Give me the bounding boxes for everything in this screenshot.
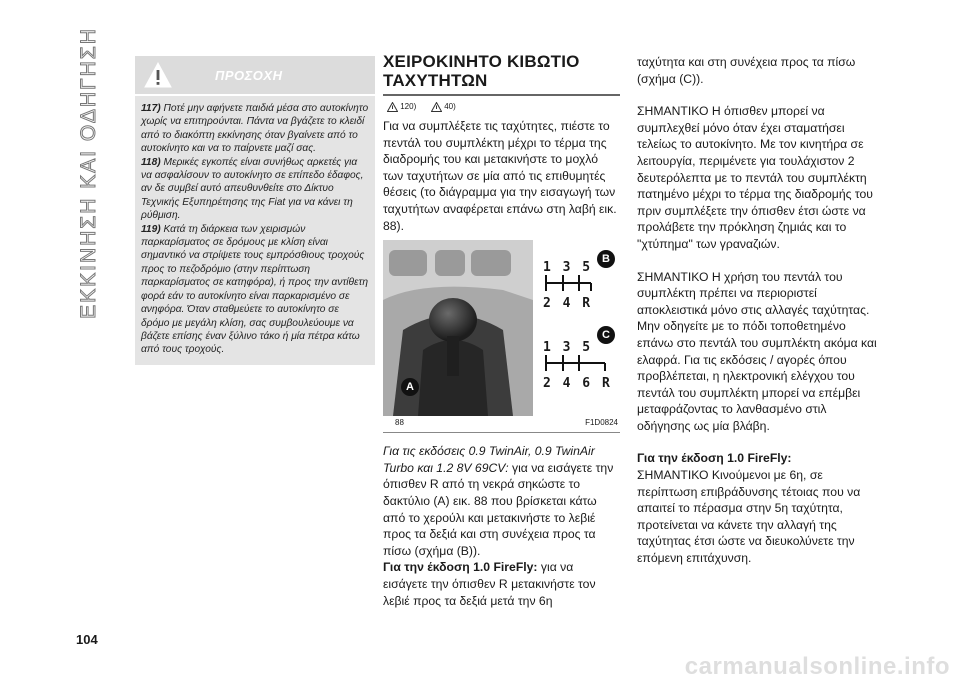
firefly-paragraph: Για την έκδοση 1.0 FireFly: για να εισάγετε την όπισθεν R μετακινήστε τον λεβιέ προς τα δεξιά μετά την 6η bbox=[383, 560, 596, 608]
warning-ref-icon bbox=[387, 102, 398, 112]
twinair-paragraph: Για τις εκδόσεις 0.9 TwinAir, 0.9 TwinAir Turbo και 1.2 8V 69CV: για να εισάγετε την όπισθεν R από τη νεκρά σηκώστε το δακτύλιο (A) εικ. 88 που βρίσκεται κάτω από το χερούλι και μετακινήστε το λεβιέ προς τα δεξιά και στη συνέχεια προς τα πίσω (σχήμα (B)). bbox=[383, 444, 614, 558]
label-a-badge: A bbox=[401, 378, 419, 396]
col3-paragraph-reverse: ΣΗΜΑΝΤΙΚΟ Η όπισθεν μπορεί να συμπλεχθεί μόνο όταν έχει σταματήσει τελείως το αυτοκίνητο. Με τον κινητήρα σε λειτουργία, περιμένετε για τουλάχιστον 2 δευτερόλεπτα με το πεντάλ του συμπλέκτη πατημένο μέχρι το τέρμα της διαδρομής του πριν συμπλέξετε την όπισθεν έτσι ώστε να προλάβετε την πρόκληση ζημιάς και το "χτύπημα" των γραναζιών. bbox=[637, 104, 873, 251]
warning-header bbox=[135, 56, 375, 96]
label-c-badge: C bbox=[597, 326, 615, 344]
warning-title: ΠΡΟΣΟΧΗ bbox=[215, 68, 283, 83]
gearbox-section bbox=[383, 52, 620, 609]
pattern-c-bottom: 2 4 6 R bbox=[543, 376, 612, 392]
shift-pattern-b bbox=[543, 260, 593, 311]
shift-pattern-c bbox=[543, 340, 613, 391]
section-heading: ΧΕΙΡΟΚΙΝΗΤΟ ΚΙΒΩΤΙΟ ΤΑΧΥΤΗΤΩΝ bbox=[383, 52, 580, 90]
warning-item: 119) Κατά τη διάρκεια των χειρισμών παρκαρίσματος σε δρόμους με κλίση είναι σημαντικό να στρίψετε τους εμπρόσθιους τροχούς προς το πεζοδρόμιο (στην περίπτωση παρκαρίσματος σε κατηφόρα), ή προς την αντίθετη φορά εάν το αυτοκίνητο είναι παρκαρισμένο σε ανηφόρα. Όταν σταθμεύετε το αυτοκίνητο σε δρόμο με μεγάλη κλίση, σας συμβουλεύουμε να βάζετε επίσης έναν ξύλινο τάκο ή μία πέτρα κάτω από τους τροχούς. bbox=[141, 223, 368, 356]
figure-number: 88 bbox=[395, 418, 404, 428]
figure-code: F1D0824 bbox=[585, 418, 618, 428]
pattern-b-gate bbox=[543, 275, 597, 291]
pattern-b-bottom: 2 4 R bbox=[543, 296, 593, 312]
label-b-badge: B bbox=[597, 250, 615, 268]
col3-paragraph-1: ταχύτητα και στη συνέχεια προς τα πίσω (σχήμα (C)). bbox=[637, 55, 856, 86]
warning-box bbox=[135, 56, 375, 426]
caution-ref: 40) bbox=[431, 102, 456, 112]
heading-rule bbox=[383, 94, 620, 96]
pattern-c-gate bbox=[543, 355, 609, 371]
figure-88-gear-lever bbox=[383, 240, 621, 416]
pattern-b-top: 1 3 5 bbox=[543, 260, 593, 276]
page-number: 104 bbox=[76, 632, 98, 647]
watermark: carmanualsonline.info bbox=[684, 653, 950, 680]
warning-item: 117) Ποτέ μην αφήνετε παιδιά μέσα στο αυτοκίνητο χωρίς να επιτηρούνται. Πάντα να βγάζετε το κλειδί από το διακόπτη εκκίνησης όταν βγαίνετε από το αυτοκίνητο και να το παίρνετε μαζί σας. bbox=[141, 103, 369, 155]
warning-body bbox=[135, 96, 375, 365]
col3-paragraph-firefly: Για την έκδοση 1.0 FireFly: ΣΗΜΑΝΤΙΚΟ Κινούμενοι με 6η, σε περίπτωση επιβράδυνσης τέτοιας που να απαιτεί το πέρασμα στην 5η ταχύτητα, προτείνεται να κάνετε την αλλαγή της ταχύτητας έτσι ώστε να διευκολύνετε την επόμενη επιτάχυνση. bbox=[637, 451, 861, 566]
warning-triangle-icon bbox=[143, 61, 173, 89]
pattern-c-top: 1 3 5 bbox=[543, 340, 593, 356]
reference-marks bbox=[383, 102, 620, 118]
col3-paragraph-clutch: ΣΗΜΑΝΤΙΚΟ Η χρήση του πεντάλ του συμπλέκτη πρέπει να περιοριστεί αποκλειστικά μόνο στις αλλαγές ταχύτητας. Μην οδηγείτε με το πόδι τοποθετημένο επάνω στο πεντάλ του συμπλέκτη ακόμα και ελαφρά. Για τις εκδόσεις / αγορές όπου προβλέπεται, η ηλεκτρονική ελέγχου του πεντάλ του συμπλέκτη μπορεί να επέμβει μεταφράζοντας το λανθασμένο στιλ οδήγησης ως μία βλάβη. bbox=[637, 269, 877, 433]
warning-ref: 120) bbox=[387, 102, 416, 112]
intro-paragraph: Για να συμπλέξετε τις ταχύτητες, πιέστε το πεντάλ του συμπλέκτη μέχρι το τέρμα της διαδρομής του και μετακινήστε το μοχλό των ταχυτήτων σε μία από τις επιθυμητές θέσεις (το διάγραμμα για την εισαγωγή των ταχυτήτων αναφέρεται επάνω στη λαβή εικ. 88). bbox=[383, 119, 617, 233]
right-column bbox=[637, 54, 882, 583]
warning-item: 118) Μερικές εγκοπές είναι συνήθως αρκετές για να ασφαλίσουν το αυτοκίνητο σε επίπεδο έδαφος, αν δε συμβεί αυτό απευθυνθείτε στο Δίκτυο Τεχνικής Εξυπηρέτησης της Fiat για να κάνει τη ρύθμιση. bbox=[141, 156, 364, 222]
chapter-side-title: ΕΚΚΙΝΗΣΗ ΚΑΙ ΟΔΗΓΗΣΗ bbox=[77, 27, 100, 319]
caution-ref-icon bbox=[431, 102, 442, 112]
figure-caption bbox=[383, 416, 620, 433]
